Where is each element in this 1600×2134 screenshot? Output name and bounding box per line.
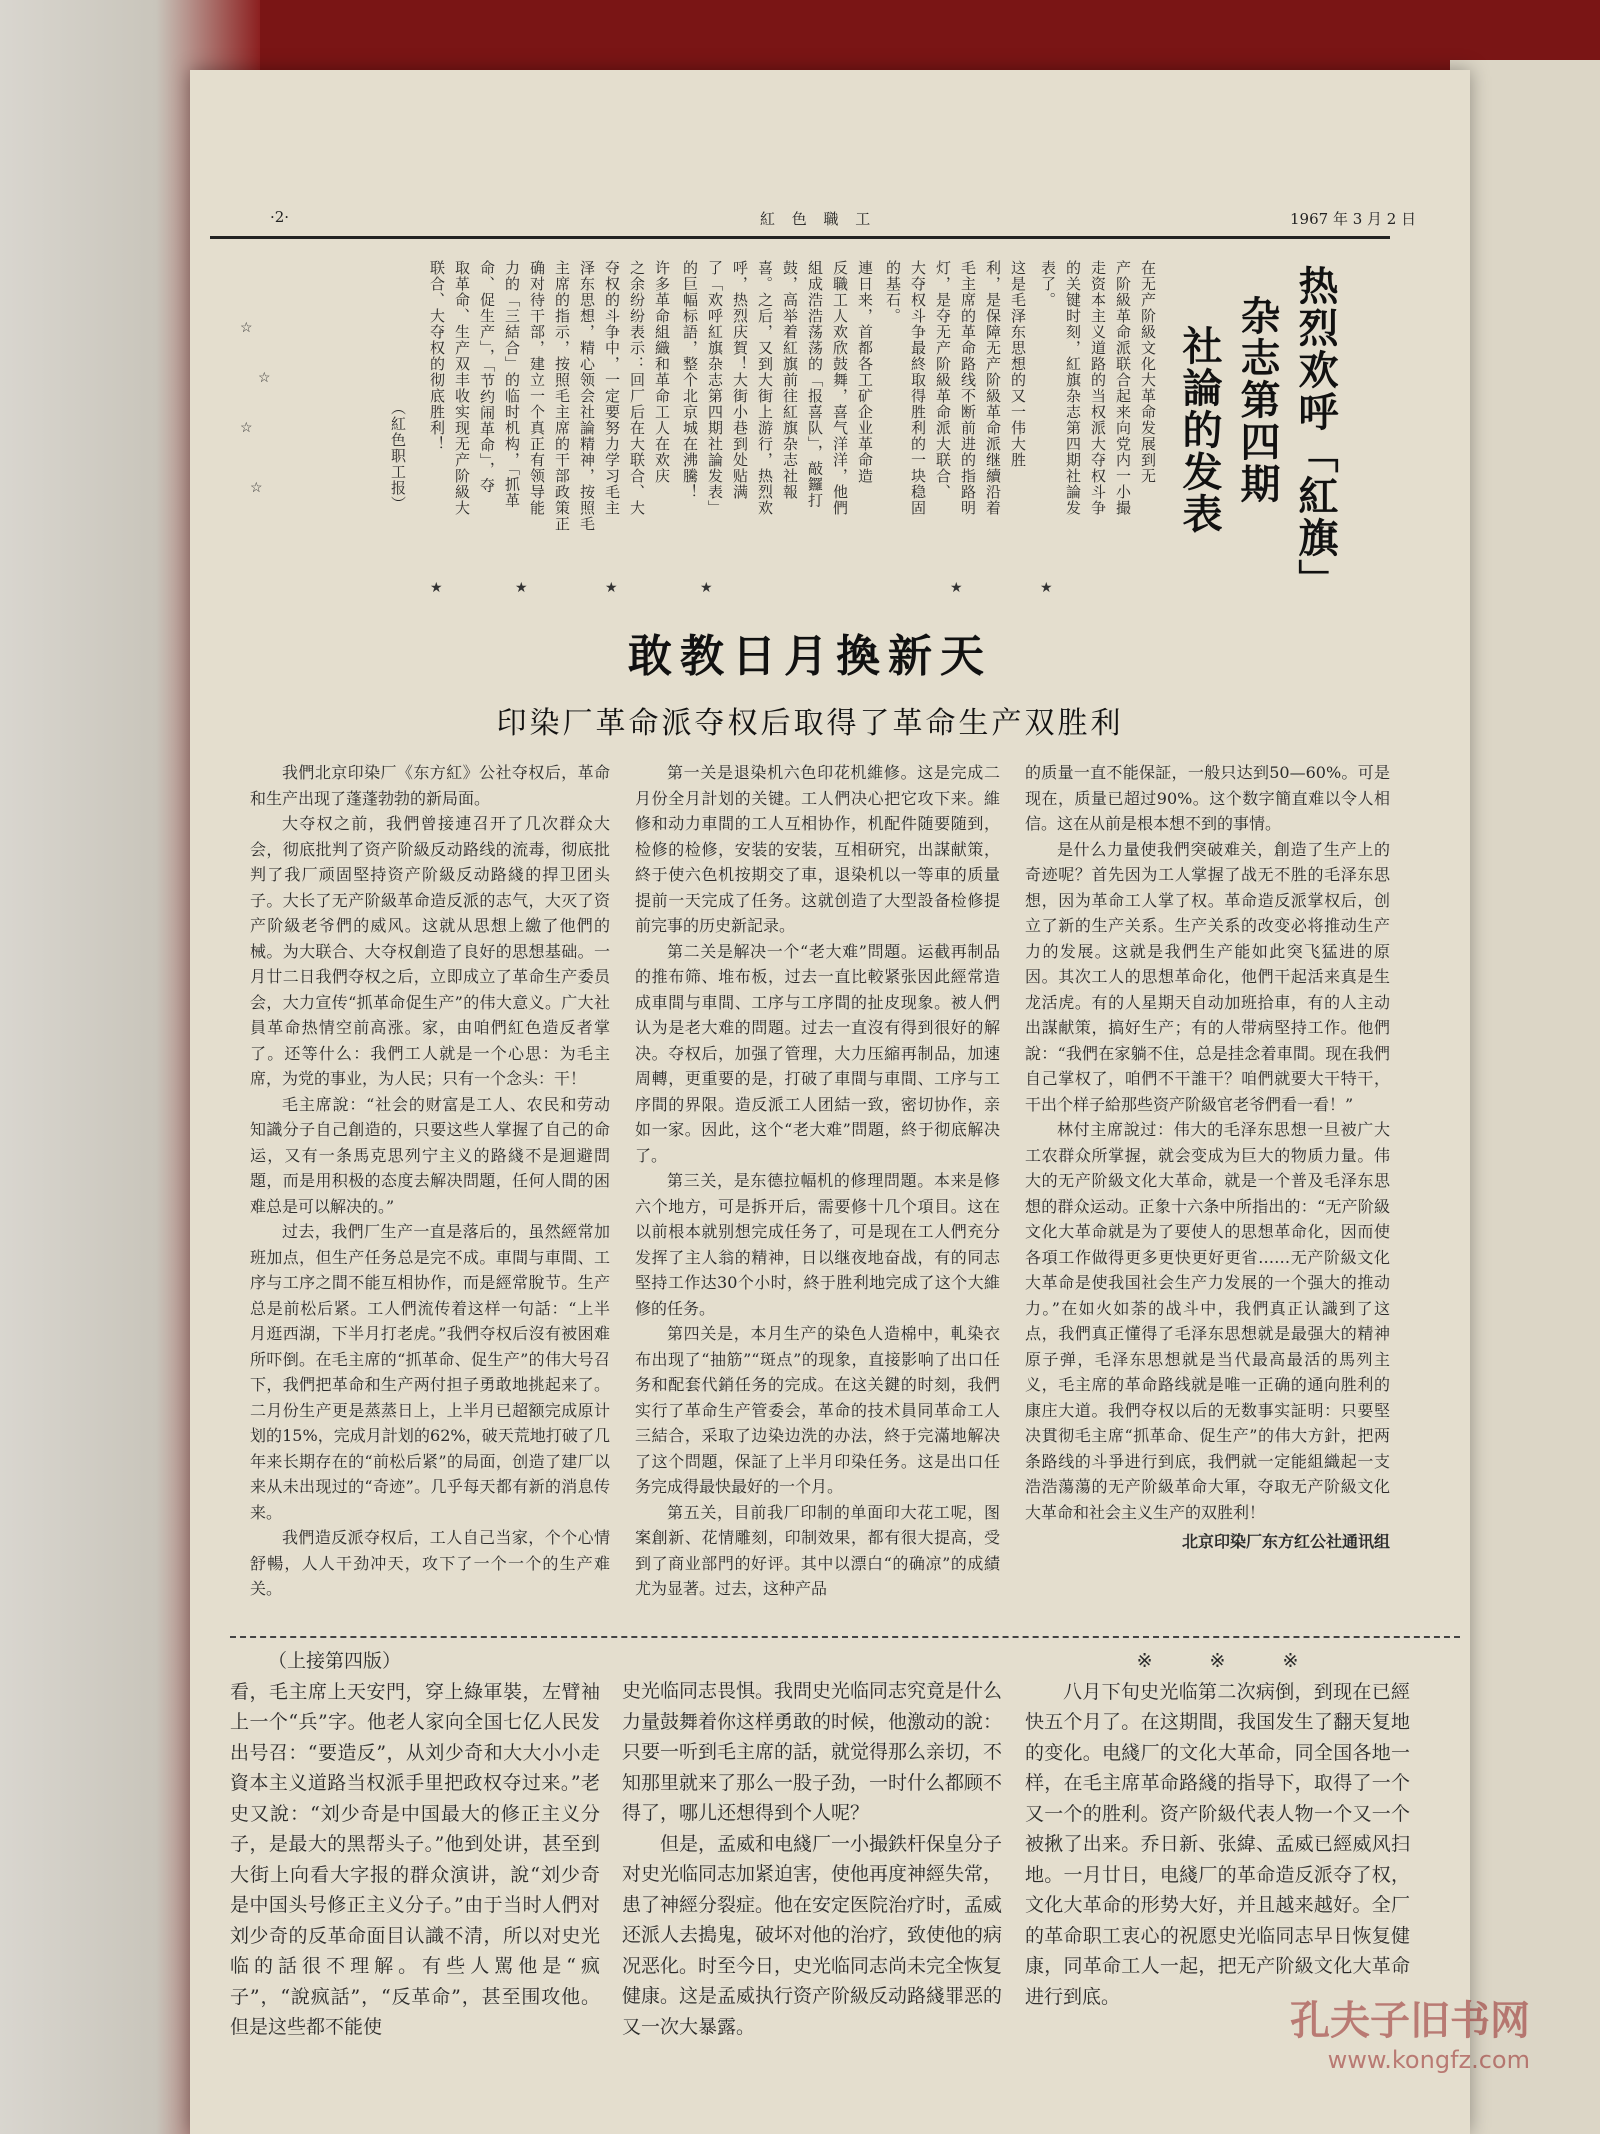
header-rule bbox=[210, 236, 1390, 239]
sidebar-text-col: 毛主席的革命路线不断前进的指路明 bbox=[959, 260, 977, 516]
star-ornament: ☆ bbox=[240, 320, 253, 336]
sidebar-text-col: 的巨幅标語，整个北京城在沸騰！ bbox=[681, 260, 699, 500]
sidebar-text-col: 組成浩浩荡荡的「报喜队」，敲鑼打 bbox=[806, 260, 824, 509]
sidebar-text-col: 夺权的斗争中，一定要努力学习毛主 bbox=[603, 260, 621, 516]
sidebar-text-col: 许多革命組織和革命工人在欢庆 bbox=[653, 260, 671, 484]
sidebar-title-1: 热烈欢呼「紅旗」 bbox=[1292, 265, 1339, 601]
sidebar-source: （紅色职工报） bbox=[389, 400, 407, 512]
sidebar-text-col: 走资本主义道路的当权派大夺权斗争 bbox=[1089, 260, 1107, 516]
sidebar-text-col: 联合、大夺权的彻底胜利！ bbox=[428, 260, 446, 452]
paragraph: 第五关，目前我厂印制的单面印大花工呢，图案創新、花情雕刻，印制效果，都有很大提高，受到了商业部門的好评。其中以漂白“的确凉”的成績尤为显著。过去，这种产品 bbox=[635, 1502, 1000, 1598]
ornament-divider: ※ ※ ※ bbox=[1136, 1650, 1299, 1672]
sidebar-text-col: 之余纷纷表示：回厂后在大联合、大 bbox=[628, 260, 646, 516]
star-ornament: ☆ bbox=[250, 480, 263, 496]
article-signature: 北京印染厂东方红公社通讯组 bbox=[1181, 1532, 1390, 1551]
background-next-page bbox=[1450, 60, 1600, 2134]
watermark-url: www.kongfz.com bbox=[1327, 2046, 1530, 2074]
continued-label: （上接第四版） bbox=[268, 1650, 402, 1672]
star-ornament: ★ bbox=[605, 580, 618, 596]
continued-column-1 bbox=[230, 1646, 600, 2043]
paragraph: 的质量一直不能保証，一般只达到50—60%。可是现在，质量已超过90%。这个数字簡直难以令人相信。这在从前是根本想不到的事情。 bbox=[1025, 763, 1390, 833]
sidebar-text-col: 大夺权斗争最終取得胜利的一块稳固 bbox=[909, 260, 927, 516]
continued-column-3 bbox=[1025, 1646, 1410, 2012]
paragraph: 林付主席說过：伟大的毛泽东思想一旦被广大工农群众所掌握，就会变成为巨大的物质力量。伟大的无产阶級文化大革命，就是一个普及毛泽东思想的群众运动。正象十六条中所指出的：“无产阶級文化大革命就是为了要使人的思想革命化，因而使各項工作做得更多更快更好更省……无产阶級文化大革命是使我国社会生产力发展的一个强大的推动力。”在如火如荼的战斗中，我們真正认識到了这点，我們真正懂得了毛泽东思想就是最强大的精神原子弹，毛泽东思想就是当代最高最活的馬列主义，毛主席的革命路线就是唯一正确的通向胜利的康庄大道。我們夺权以后的无数事实証明：只要堅决貫彻毛主席“抓革命、促生产”的伟大方針，把两条路线的斗爭进行到底，我們就一定能組織起一支浩浩蕩蕩的无产阶級革命大軍，夺取无产阶級文化大革命和社会主义生产的双胜利！ bbox=[1025, 1120, 1390, 1522]
sidebar-text-col: 鼓，高举着紅旗前往紅旗杂志社報 bbox=[781, 260, 799, 500]
watermark bbox=[1290, 1989, 1530, 2074]
paragraph: 大夺权之前，我們曾接連召开了几次群众大会，彻底批判了资产阶級反动路线的流毒，彻底批判了我厂顽固堅持资产阶級反动路綫的捍卫团头子。大长了无产阶級革命造反派的志气，大灭了资产阶級老爷們的威风。这就从思想上繳了他們的械。为大联合、大夺权創造了良好的思想基础。一月廿二日我們夺权之后，立即成立了革命生产委员会，大力宣传“抓革命促生产”的伟大意义。广大社員革命热情空前高涨。家，由咱們紅色造反者掌了。还等什么：我們工人就是一个心思：为毛主席，为党的事业，为人民；只有一个念头：干！ bbox=[250, 814, 610, 1088]
sidebar-text-col: 命、促生产」，「节约闹革命」，夺 bbox=[478, 260, 496, 494]
star-ornament: ★ bbox=[430, 580, 443, 596]
sidebar-text-col: 确对待干部，建立一个真正有领导能 bbox=[528, 260, 546, 516]
section-separator bbox=[230, 1636, 1460, 1638]
newspaper-page bbox=[190, 70, 1470, 2134]
star-ornament: ★ bbox=[1040, 580, 1053, 596]
article-column-2 bbox=[635, 760, 1000, 1602]
paragraph: 但是，孟威和电綫厂一小撮鉄杆保皇分子对史光临同志加紧迫害，使他再度神經失常，患了神經分裂症。他在安定医院治疗时，孟威还派人去搗鬼，破坏对他的治疗，致使他的病况恶化。时至今日，史光临同志尚未完全恢复健康。这是孟威执行资产阶級反动路綫罪恶的又一次大暴露。 bbox=[622, 1832, 1003, 2038]
sidebar-text-col: 利，是保障无产阶級革命派继續沿着 bbox=[984, 260, 1002, 516]
star-ornament: ★ bbox=[950, 580, 963, 596]
sidebar-text-col: 在无产阶級文化大革命发展到无 bbox=[1139, 260, 1157, 484]
sidebar-text-col: 灯，是夺无产阶級革命派大联合、 bbox=[934, 260, 952, 500]
page-header bbox=[260, 200, 1460, 232]
sidebar-text-col: 的基石。 bbox=[884, 260, 902, 324]
paper-name: 紅 色 職 工 bbox=[760, 210, 877, 228]
paragraph: 我們造反派夺权后，工人自己当家，个个心情舒暢，人人干劲冲天，攻下了一个一个的生产难关。 bbox=[250, 1528, 610, 1598]
star-ornament: ☆ bbox=[240, 420, 253, 436]
article-column-1 bbox=[250, 760, 610, 1602]
article-headline: 敢教日月換新天 bbox=[628, 631, 992, 682]
paragraph: 八月下旬史光临第二次病倒，到现在已經快五个月了。在这期間，我国发生了翻天复地的变化。电綫厂的文化大革命，同全国各地一样，在毛主席革命路綫的指导下，取得了一个又一个的胜利。资产阶級代表人物一个又一个被揪了出来。乔日新、张緯、孟威已經威风扫地。一月廿日，电綫厂的革命造反派夺了权，文化大革命的形势大好，并且越来越好。全厂的革命职工衷心的祝愿史光临同志早日恢复健康，同革命工人一起，把无产阶級文化大革命进行到底。 bbox=[1025, 1680, 1410, 2008]
sidebar-text-col: 反職工人欢欣鼓舞，喜气洋洋，他們 bbox=[831, 260, 849, 516]
paragraph: 第四关是，本月生产的染色人造棉中，軋染衣布出现了“抽筋”“斑点”的现象，直接影响了出口任务和配套代銷任务的完成。在这关鍵的时刻，我們实行了革命生产管委会，革命的技术員同革命工人三結合，采取了边染边洗的办法，終于完滿地解决了这个問題，保証了上半月印染任务。这是出口任务完成得最快最好的一个月。 bbox=[635, 1324, 1000, 1496]
issue-date: 1967 年 3 月 2 日 bbox=[1290, 210, 1417, 228]
paragraph: 第一关是退染机六色印花机維修。这是完成二月份全月計划的关键。工人們决心把它攻下来。維修和动力車間的工人互相协作，机配件随要随到，检修的检修，安装的安装，互相研究，出謀献策，終于使六色机按期交了車，退染机以一等車的质量提前一天完成了任务。这就创造了大型設备检修提前完事的历史新記录。 bbox=[635, 763, 1000, 935]
sidebar-text-col: 产阶級革命派联合起来向党内一小撮 bbox=[1114, 260, 1132, 516]
paragraph: 看，毛主席上天安門，穿上綠軍裝，左臂袖上一个“兵”字。他老人家向全国七亿人民发出号召：“要造反”，从刘少奇和大大小小走資本主义道路当权派手里把政权夺过来。”老史又說：“刘少奇是中国最大的修正主义分子，是最大的黑帮头子。”他到处讲，甚至到大街上向看大字报的群众演讲，說“刘少奇是中国头号修正主义分子。”由于当时人們对刘少奇的反革命面目认識不清，所以对史光临的話很不理解。有些人駡他是“疯子”，“說疯話”，“反革命”，甚至围攻他。但是这些都不能使 bbox=[230, 1680, 600, 2038]
sidebar-text-col: 呼，热烈庆賀！大街小巷到处贴满 bbox=[731, 260, 749, 500]
sidebar-title-3: 社論的发表 bbox=[1176, 325, 1223, 535]
paragraph: 史光临同志畏惧。我問史光临同志究竟是什么力量鼓舞着你这样勇敢的时候，他激动的說：只要一听到毛主席的話，就觉得那么亲切，不知那里就来了那么一股子劲，一时什么都顾不得了，哪儿还想得到个人呢？ bbox=[622, 1680, 1003, 1824]
paragraph: 第三关，是东德拉幅机的修理問題。本来是修六个地方，可是拆开后，需要修十几个項目。这在以前根本就别想完成任务了，可是现在工人們充分发挥了主人翁的精神，日以继夜地奋战，有的同志堅持工作达30个小时，終于胜利地完成了这个大維修的任务。 bbox=[635, 1171, 1000, 1318]
sidebar-text-col: 主席的指示，按照毛主席的干部政策正 bbox=[553, 260, 571, 532]
continued-column-2 bbox=[622, 1676, 1002, 2042]
sidebar-title-2: 杂志第四期 bbox=[1234, 295, 1281, 505]
star-ornament: ★ bbox=[515, 580, 528, 596]
watermark-name: 孔夫子旧书网 bbox=[1290, 1998, 1530, 2044]
paragraph: 是什么力量使我們突破难关，創造了生产上的奇迹呢？首先因为工人掌握了战无不胜的毛泽东思想，因为革命工人掌了权。革命造反派掌权后，创立了新的生产关系。生产关系的改变必将推动生产力的发展。这就是我們生产能如此突飞猛进的原因。其次工人的思想革命化，他們干起活来真是生龙活虎。有的人星期天自动加班拾車，有的人主动出謀献策，搞好生产；有的人带病堅持工作。他們說：“我們在家躺不住，总是挂念着車間。现在我們自己掌权了，咱們不干誰干？咱們就要大干特干，干出个样子給那些资产阶級官老爷們看一看！” bbox=[1025, 839, 1390, 1114]
paragraph: 毛主席說：“社会的财富是工人、农民和劳动知識分子自己創造的，只要这些人掌握了自己的命运，又有一条馬克思列宁主义的路綫不是迴避問題，而是用积极的态度去解决問題，任何人間的困难总是可以解决的。” bbox=[250, 1094, 610, 1216]
sidebar-text-col: 力的「三結合」的临时机构，「抓革 bbox=[503, 260, 521, 509]
star-ornament: ☆ bbox=[258, 370, 271, 386]
article-subheadline: 印染厂革命派夺权后取得了革命生产双胜利 bbox=[496, 706, 1124, 741]
article-column-3 bbox=[1025, 760, 1390, 1555]
paragraph: 第二关是解决一个“老大难”問題。运截再制品的推布筛、堆布板，过去一直比較紧张因此經常造成車間与車間、工序与工序間的扯皮现象。被人們认为是老大难的問題。过去一直沒有得到很好的解决。夺权后，加强了管理，大力压縮再制品，加速周轉，更重要的是，打破了車間与車間、工序与工序間的界限。造反派工人团結一致，密切协作，亲如一家。因此，这个“老大难”問題，終于彻底解决了。 bbox=[635, 941, 1000, 1165]
paragraph: 我們北京印染厂《东方紅》公社夺权后，革命和生产出现了蓬蓬勃勃的新局面。 bbox=[250, 763, 610, 808]
star-ornament: ★ bbox=[700, 580, 713, 596]
sidebar-text-col: 喜。之后，又到大街上游行，热烈欢 bbox=[756, 260, 774, 516]
sidebar-text-col: 表了。 bbox=[1039, 260, 1057, 308]
sidebar-text-col: 了「欢呼紅旗杂志第四期社論发表」 bbox=[706, 260, 724, 516]
sidebar-text-col: 泽东思想，精心领会社論精神，按照毛 bbox=[578, 260, 596, 532]
paragraph: 过去，我們厂生产一直是落后的，虽然經常加班加点，但生产任务总是完不成。車間与車間、工序与工序之間不能互相协作，而是經常脫节。生产总是前松后紧。工人們流传着这样一句話：“上半月逛西湖，下半月打老虎。”我們夺权后沒有被困难所吓倒。在毛主席的“抓革命、促生产”的伟大号召下，我們把革命和生产两付担子勇敢地挑起来了。二月份生产更是蒸蒸日上，上半月已超额完成原计划的15%，完成月計划的62%，破天荒地打破了几年来长期存在的“前松后紧”的局面，创造了建厂以来从未出现过的“奇迹”。几乎每天都有新的消息传来。 bbox=[250, 1222, 610, 1522]
sidebar-text-col: 这是毛泽东思想的又一伟大胜 bbox=[1009, 260, 1027, 468]
sidebar-text-col: 取革命、生产双丰收实现无产阶級大 bbox=[453, 260, 471, 516]
page-number: ·2· bbox=[270, 208, 290, 226]
sidebar-text-col: 連日来，首都各工矿企业革命造 bbox=[856, 260, 874, 484]
sidebar-text-col: 的关键时刻，紅旗杂志第四期社論发 bbox=[1064, 260, 1082, 516]
